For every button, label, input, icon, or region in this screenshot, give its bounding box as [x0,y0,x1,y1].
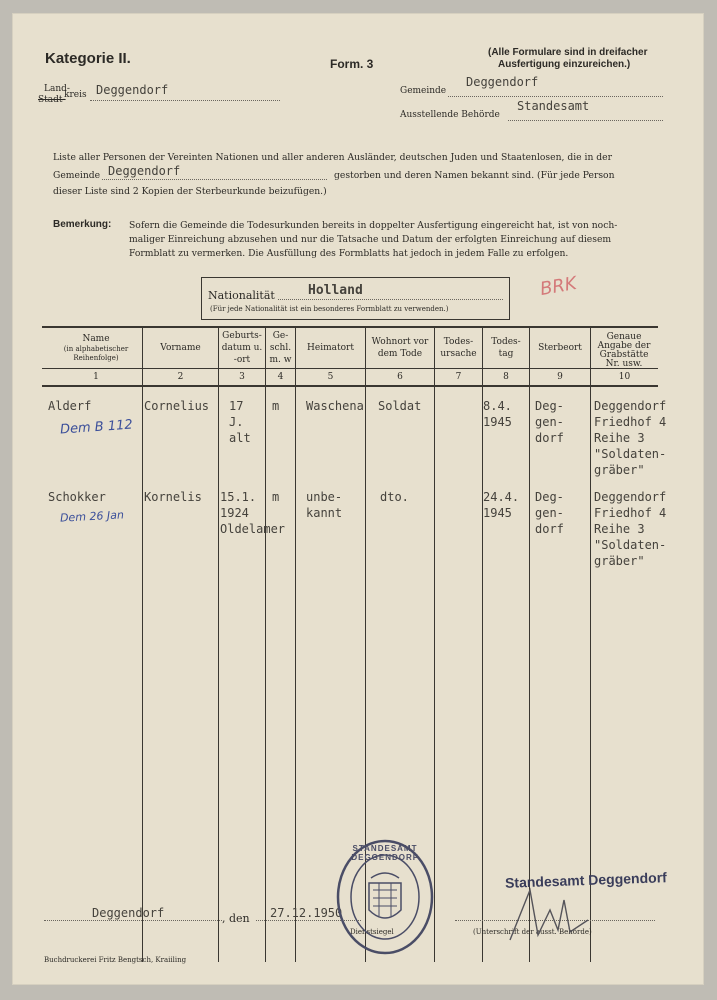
footer-place: Deggendorf [92,906,165,920]
cell-name-annotation: Dem B 112 [59,417,134,438]
cell-vorname: Kornelis [144,490,202,504]
official-seal [335,838,435,956]
col-number: 9 [557,372,563,382]
footer-signature-label: (Unterschrift der ausst. Behörde) [473,928,592,936]
header-name-sub: (in alphabetischer Reihenfolge) [63,345,129,362]
red-handwritten-mark: BRK [538,272,579,301]
cell-geburt: 15.1. 1924 Oldelamer [220,490,286,536]
col-number: 4 [277,372,284,382]
col-number: 8 [503,372,509,382]
footer-dienstsiegel: Dienstsiegel [350,928,394,936]
kreis-line [90,100,280,101]
remark-label: Bemerkung: [53,219,112,230]
copies-note-line1: (Alle Formulare sind in dreifacher [488,47,648,58]
cell-sterbeort: Deg- gen- dorf [535,490,564,536]
nationality-label: Nationalität [208,289,275,302]
kategorie-title: Kategorie II. [45,50,131,67]
gemeinde-line [448,96,663,97]
col-number: 3 [239,372,245,382]
col-number: 7 [455,372,462,382]
cell-geschlecht: m [272,399,280,413]
cell-name: Schokker [48,490,106,504]
header-geburt: Geburts- datum u. -ort [221,331,263,365]
behoerde-value: Standesamt [517,99,590,113]
col-number: 5 [327,372,334,382]
col-divider [142,326,143,962]
signature-scribble [500,880,600,950]
footer-date: 27.12.1950 [270,906,343,920]
cell-grab: Deggendorf Friedhof 4 Reihe 3 "Soldaten- gräber" [594,490,667,568]
nationality-value: Holland [308,283,363,298]
gemeinde-value: Deggendorf [466,75,539,89]
col-divider [590,326,591,962]
cell-todestag: 8.4. 1945 [483,399,512,429]
gemeinde-label: Gemeinde [400,86,447,96]
header-todestag: Todes- tag [491,337,521,359]
remark-line2: maliger Einreichung abzusehen und nur die Tatsache und Datum der erfolgten Einreichung auf diesem [129,234,612,245]
col-number: 10 [618,372,631,382]
intro-line3: dieser Liste sind 2 Kopien der Sterbeurkunde beizufügen.) [53,186,327,197]
copies-note-line2: Ausfertigung einzureichen.) [498,59,631,70]
behoerde-label: Ausstellende Behörde [400,110,500,120]
col-divider [529,326,530,962]
intro-gemeinde-label: Gemeinde [53,170,101,181]
header-ursache: Todes- ursache [440,337,477,359]
header-wohnort: Wohnort vor dem Tode [371,337,429,359]
cell-todestag: 24.4. 1945 [483,490,520,520]
col-divider [218,326,219,962]
intro-line1: Liste aller Personen der Vereinten Nationen und aller anderen Ausländer, deutschen Juden und Staatenlosen, die in der [53,152,612,163]
cell-heimatort: Waschena [306,399,364,413]
nationality-note: (Für jede Nationalität ist ein besonderes Formblatt zu verwenden.) [210,305,449,313]
col-divider [265,326,266,962]
table-header-divider [42,368,658,369]
col-number: 1 [93,372,99,382]
col-number: 6 [397,372,403,382]
footer-place-line [44,920,222,921]
intro-gemeinde-value: Deggendorf [108,164,181,178]
footer-den: , den [222,912,250,925]
intro-gemeinde-line [102,179,327,180]
table-number-divider [42,385,658,387]
header-sterbeort: Sterbeort [538,343,582,353]
printer-note: Buchdruckerei Fritz Bengtsch, Kraiiling [44,956,187,964]
remark-line1: Sofern die Gemeinde die Todesurkunden bereits in doppelter Ausfertigung eingereicht hat, ist von noch- [129,220,618,231]
form-number: Form. 3 [330,57,374,71]
header-vorname: Vorname [160,343,201,353]
kreis-label: kreis [64,90,87,100]
header-name-main: Name [82,334,110,344]
signature [500,880,600,954]
table-top-border [42,326,658,328]
seal-text: STANDESAMT DEGGENDORF [351,844,419,862]
cell-vorname: Cornelius [144,399,210,413]
remark-line3: Formblatt zu vermerken. Die Ausfüllung des Formblatts hat jedoch in jedem Falle zu erfolgen. [129,248,569,259]
stadt-label: Stadt- [38,95,66,105]
cell-name: Alderf [48,399,92,413]
header-name [50,333,142,363]
cell-geburt: 17 J. alt [229,399,251,445]
intro-line2: gestorben und deren Namen bekannt sind. (Für jede Person [334,170,615,181]
nationality-line [278,299,503,300]
cell-heimatort: unbe- kannt [306,490,343,520]
kreis-value: Deggendorf [96,83,169,97]
cell-name-annotation: Dem 26 Jan [59,508,125,525]
header-grab: Genaue Angabe der Grabstätte Nr. usw. [597,332,651,369]
cell-grab: Deggendorf Friedhof 4 Reihe 3 "Soldaten- gräber" [594,399,667,477]
header-heimatort: Heimatort [307,343,354,353]
behoerde-line [508,120,663,121]
cell-wohnort: Soldat [378,399,422,413]
land-label: Land- [44,84,70,94]
col-number: 2 [177,372,184,382]
office-stamp: Standesamt Deggendorf [504,869,668,891]
header-geschlecht: Ge- schl. m. w [269,331,292,365]
cell-wohnort: dto. [380,490,409,504]
cell-geschlecht: m [272,490,280,504]
cell-sterbeort: Deg- gen- dorf [535,399,564,445]
col-divider [295,326,296,962]
